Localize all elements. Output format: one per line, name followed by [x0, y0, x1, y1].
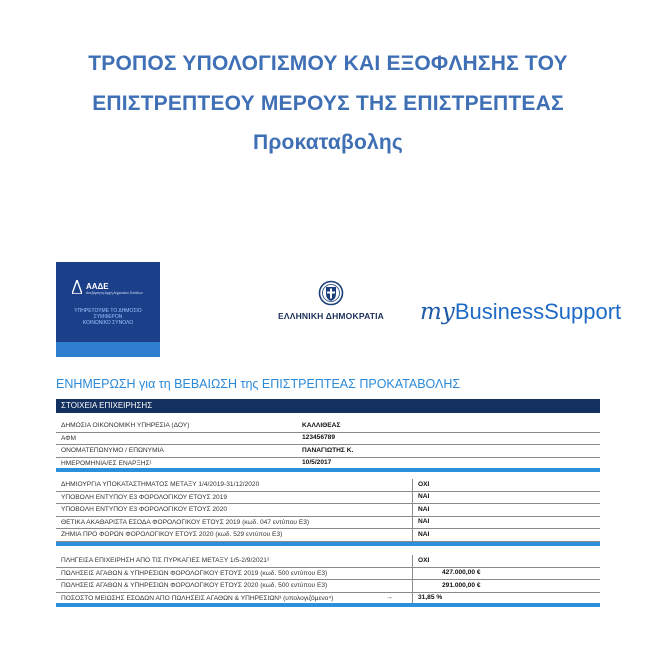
aade-tagline-line-1: ΥΠΗΡΕΤΟΥΜΕ ΤΟ ΔΗΜΟΣΙΟ ΣΥΜΦΕΡΟΝ — [74, 308, 142, 320]
table-row — [56, 504, 600, 517]
table-row — [56, 529, 600, 542]
aade-logo — [56, 262, 160, 357]
aade-logo-name: ΑΑΔΕ — [86, 282, 109, 291]
row-label: ΠΩΛΗΣΕΙΣ ΑΓΑΘΩΝ & ΥΠΗΡΕΣΙΩΝ ΦΟΡΟΛΟΓΙΚΟΥ ΕΤΟΥΣ 2019 (κωδ. 500 εντύπου Ε3) — [61, 569, 328, 577]
aade-tagline — [62, 308, 154, 326]
section-divider — [56, 468, 600, 472]
row-value: ΟΧΙ — [418, 480, 430, 488]
arrow-icon: → — [386, 593, 393, 601]
section-header: ΣΤΟΙΧΕΙΑ ΕΠΙΧΕΙΡΗΣΗΣ — [56, 399, 600, 413]
aade-tagline-line-2: ΚΟΙΝΩΝΙΚΟ ΣΥΝΟΛΟ — [82, 320, 134, 326]
row-value: 31,85 % — [418, 594, 443, 601]
aade-mark-icon — [72, 280, 82, 294]
title-line-1: ΤΡΟΠΟΣ ΥΠΟΛΟΓΙΣΜΟΥ ΚΑΙ ΕΞΟΦΛΗΣΗΣ ΤΟΥ — [88, 52, 568, 75]
row-value: 427.000,00 € — [442, 569, 481, 576]
mybusinesssupport-rest: BusinessSupport — [454, 299, 622, 324]
table-row — [56, 433, 600, 446]
aade-logo-band — [56, 342, 160, 357]
title-line-3: Προκαταβολης — [252, 131, 404, 154]
row-value: 10/5/2017 — [302, 459, 332, 466]
row-value: ΠΑΝΑΓΙΩΤΗΣ Κ. — [302, 446, 354, 454]
row-label: ΗΜΕΡΟΜΗΝΙΑ/ΕΣ ΕΝΑΡΞΗΣ¹ — [61, 459, 152, 467]
section-divider — [56, 542, 600, 546]
row-value: ΝΑΙ — [418, 518, 430, 525]
row-label: ΥΠΟΒΟΛΗ ΕΝΤΥΠΟΥ Ε3 ΦΟΡΟΛΟΓΙΚΟΥ ΕΤΟΥΣ 2019 — [61, 493, 228, 501]
row-value: ΝΑΙ — [418, 493, 430, 500]
table-row — [56, 568, 600, 581]
row-label: ΠΛΗΓΕΙΣΑ ΕΠΙΧΕΙΡΗΣΗ ΑΠΟ ΤΙΣ ΠΥΡΚΑΓΙΕΣ ΜΕΤΑΞΥ 1/5-2/9/2021² — [61, 557, 270, 564]
row-label: ΠΩΛΗΣΕΙΣ ΑΓΑΘΩΝ & ΥΠΗΡΕΣΙΩΝ ΦΟΡΟΛΟΓΙΚΟΥ ΕΤΟΥΣ 2020 (κωδ. 500 εντύπου Ε3) — [61, 582, 328, 589]
table-row — [56, 492, 600, 505]
table-row — [56, 580, 600, 593]
row-label: ΘΕΤΙΚΑ ΑΚΑΘΑΡΙΣΤΑ ΕΣΟΔΑ ΦΟΡΟΛΟΓΙΚΟΥ ΕΤΟΥΣ 2019 (κωδ. 047 εντύπου Ε3) — [61, 518, 310, 526]
form-title: ΕΝΗΜΕΡΩΣΗ για τη ΒΕΒΑΙΩΣΗ της ΕΠΙΣΤΡΕΠΤΕΑΣ ΠΡΟΚΑΤΑΒΟΛΗΣ — [56, 377, 461, 391]
row-value: 291.000,00 € — [442, 581, 481, 589]
table-row — [56, 445, 600, 458]
row-value: 123456789 — [302, 434, 336, 441]
row-label: ΔΗΜΙΟΥΡΓΙΑ ΥΠΟΚΑΤΑΣΤΗΜΑΤΟΣ ΜΕΤΑΞΥ 1/4/2019-31/12/2020 — [61, 481, 260, 488]
row-value: ΟΧΙ — [418, 556, 430, 564]
hellenic-republic-label: ΕΛΛΗΝΙΚΗ ΔΗΜΟΚΡΑΤΙΑ — [277, 311, 384, 321]
row-label: ΟΝΟΜΑΤΕΠΩΝΥΜΟ / ΕΠΩΝΥΜΙΑ — [61, 447, 164, 454]
table-row — [56, 517, 600, 530]
eligibility-table — [56, 479, 600, 542]
row-value: ΝΑΙ — [418, 530, 430, 538]
row-label: ΔΗΜΟΣΙΑ ΟΙΚΟΝΟΜΙΚΗ ΥΠΗΡΕΣΙΑ (ΔΟΥ) — [61, 422, 190, 429]
business-details-table — [56, 420, 600, 470]
table-row — [56, 420, 600, 433]
row-label: ΠΟΣΟΣΤΟ ΜΕΙΩΣΗΣ ΕΣΟΔΩΝ ΑΠΟ ΠΩΛΗΣΕΙΣ ΑΓΑΘΩΝ & ΥΠΗΡΕΣΙΩΝ³ (υπολογιζόμενο⁴) — [61, 594, 334, 602]
row-label: ΖΗΜΙΑ ΠΡΟ ΦΟΡΩΝ ΦΟΡΟΛΟΓΙΚΟΥ ΕΤΟΥΣ 2020 (κωδ. 529 εντύπου Ε3) — [61, 531, 283, 538]
table-row — [56, 555, 600, 568]
row-label: ΥΠΟΒΟΛΗ ΕΝΤΥΠΟΥ Ε3 ΦΟΡΟΛΟΓΙΚΟΥ ΕΤΟΥΣ 2020 — [61, 506, 228, 513]
greek-coat-of-arms-icon — [318, 280, 344, 306]
table-row — [56, 479, 600, 492]
section-divider — [56, 603, 600, 607]
title-line-2: ΕΠΙΣΤΡΕΠΤΕΟΥ ΜΕΡΟΥΣ ΤΗΣ ΕΠΙΣΤΡΕΠΤΕΑΣ — [92, 92, 564, 115]
row-value: ΚΑΛΛΙΘΕΑΣ — [302, 421, 341, 429]
mybusinesssupport-my: my — [420, 299, 455, 325]
row-label: ΑΦΜ — [61, 434, 76, 442]
mybusinesssupport-logo — [420, 299, 621, 325]
row-value: ΝΑΙ — [418, 505, 430, 513]
revenue-table — [56, 555, 600, 605]
aade-logo-subtitle: Ανεξάρτητη Αρχή Δημοσίων Εσόδων — [86, 291, 143, 295]
